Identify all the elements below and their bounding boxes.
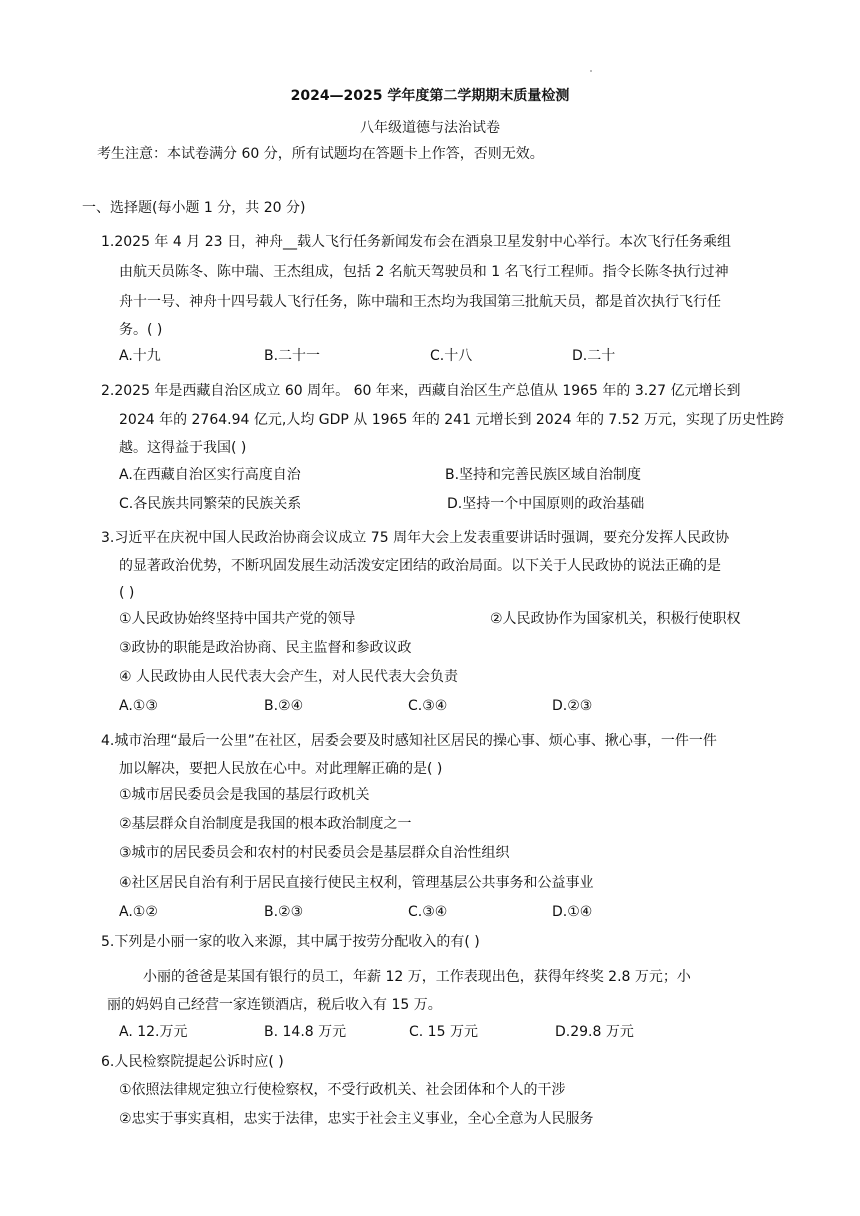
question-line: 5.下列是小丽一家的收入来源，其中属于按劳分配收入的有( ) bbox=[101, 934, 480, 950]
question-line: 的显著政治优势，不断巩固发展生动活泼安定团结的政治局面。以下关于人民政协的说法正确的是 bbox=[119, 558, 721, 574]
option-c: C.③④ bbox=[408, 904, 448, 920]
question-line: 务。( ) bbox=[119, 322, 163, 338]
option-c: C. 15 万元 bbox=[409, 1024, 478, 1040]
question-line: 越。这得益于我国( ) bbox=[119, 440, 247, 456]
material-text: 小丽的爸爸是某国有银行的员工，年薪 12 万，工作表现出色，获得年终奖 2.8 万元；小 bbox=[143, 969, 691, 985]
statement-item: ①城市居民委员会是我国的基层行政机关 bbox=[119, 787, 370, 803]
option-a: A.①③ bbox=[119, 698, 158, 714]
material-text: 丽的妈妈自己经营一家连锁酒店，税后收入有 15 万。 bbox=[107, 997, 442, 1013]
question-line: 2024 年的 2764.94 亿元,人均 GDP 从 1965 年的 241 元增长到 2024 年的 7.52 万元，实现了历史性跨 bbox=[119, 412, 785, 428]
statement-item: ③政协的职能是政治协商、民主监督和参政议政 bbox=[119, 640, 412, 656]
exam-notice: 考生注意：本试卷满分 60 分，所有试题均在答题卡上作答，否则无效。 bbox=[97, 146, 544, 162]
option-b: B.坚持和完善民族区域自治制度 bbox=[445, 467, 642, 483]
statement-item: ②人民政协作为国家机关，积极行使职权 bbox=[490, 611, 741, 627]
section-heading: 一、选择题(每小题 1 分，共 20 分) bbox=[82, 200, 306, 216]
statement-item: ②忠实于事实真相，忠实于法律，忠实于社会主义事业，全心全意为人民服务 bbox=[119, 1111, 594, 1127]
statement-item: ④社区居民自治有利于居民直接行使民主权利，管理基层公共事务和公益事业 bbox=[119, 875, 594, 891]
exam-subtitle: 八年级道德与法治试卷 bbox=[360, 120, 500, 136]
option-d: D.①④ bbox=[552, 904, 593, 920]
scan-speck bbox=[590, 70, 592, 72]
option-c: C.③④ bbox=[408, 698, 448, 714]
option-b: B.②④ bbox=[264, 698, 304, 714]
option-a: A.在西藏自治区实行高度自治 bbox=[119, 467, 301, 483]
question-line: 6.人民检察院提起公诉时应( ) bbox=[101, 1054, 284, 1070]
option-d: D.②③ bbox=[552, 698, 593, 714]
option-b: B.②③ bbox=[264, 904, 304, 920]
question-line: 2.2025 年是西藏自治区成立 60 周年。 60 年来，西藏自治区生产总值从 1965 年的 3.27 亿元增长到 bbox=[101, 383, 741, 399]
option-d: D.坚持一个中国原则的政治基础 bbox=[447, 496, 645, 512]
statement-item: ③城市的居民委员会和农村的村民委员会是基层群众自治性组织 bbox=[119, 845, 510, 861]
statement-item: ④ 人民政协由人民代表大会产生，对人民代表大会负责 bbox=[119, 669, 458, 685]
option-b: B.二十一 bbox=[264, 348, 321, 364]
option-c: C.各民族共同繁荣的民族关系 bbox=[119, 496, 302, 512]
option-a: A.十九 bbox=[119, 348, 161, 364]
question-line: 舟十一号、神舟十四号载人飞行任务，陈中瑞和王杰均为我国第三批航天员，都是首次执行飞行任 bbox=[119, 294, 721, 310]
option-b: B. 14.8 万元 bbox=[264, 1024, 347, 1040]
question-line: 由航天员陈冬、陈中瑞、王杰组成，包括 2 名航天驾驶员和 1 名飞行工程师。指令长陈冬执行过神 bbox=[119, 264, 729, 280]
exam-title: 2024—2025 学年度第二学期期末质量检测 bbox=[290, 88, 570, 104]
question-line: 4.城市治理“最后一公里”在社区，居委会要及时感知社区居民的操心事、烦心事、揪心事，一件一件 bbox=[101, 733, 717, 749]
question-line: 加以解决，要把人民放在心中。对此理解正确的是( ) bbox=[119, 761, 443, 777]
option-d: D.二十 bbox=[572, 348, 616, 364]
statement-item: ①依照法律规定独立行使检察权，不受行政机关、社会团体和个人的干涉 bbox=[119, 1082, 566, 1098]
option-a: A. 12.万元 bbox=[119, 1024, 188, 1040]
statement-item: ②基层群众自治制度是我国的根本政治制度之一 bbox=[119, 816, 412, 832]
question-line: ( ) bbox=[119, 585, 135, 601]
option-d: D.29.8 万元 bbox=[555, 1024, 634, 1040]
question-line: 3.习近平在庆祝中国人民政治协商会议成立 75 周年大会上发表重要讲话时强调，要充分发挥人民政协 bbox=[101, 530, 730, 546]
option-a: A.①② bbox=[119, 904, 158, 920]
statement-item: ①人民政协始终坚持中国共产党的领导 bbox=[119, 611, 356, 627]
question-line: 1.2025 年 4 月 23 日，神舟__载人飞行任务新闻发布会在酒泉卫星发射中心举行。本次飞行任务乘组 bbox=[101, 234, 731, 250]
option-c: C.十八 bbox=[430, 348, 473, 364]
